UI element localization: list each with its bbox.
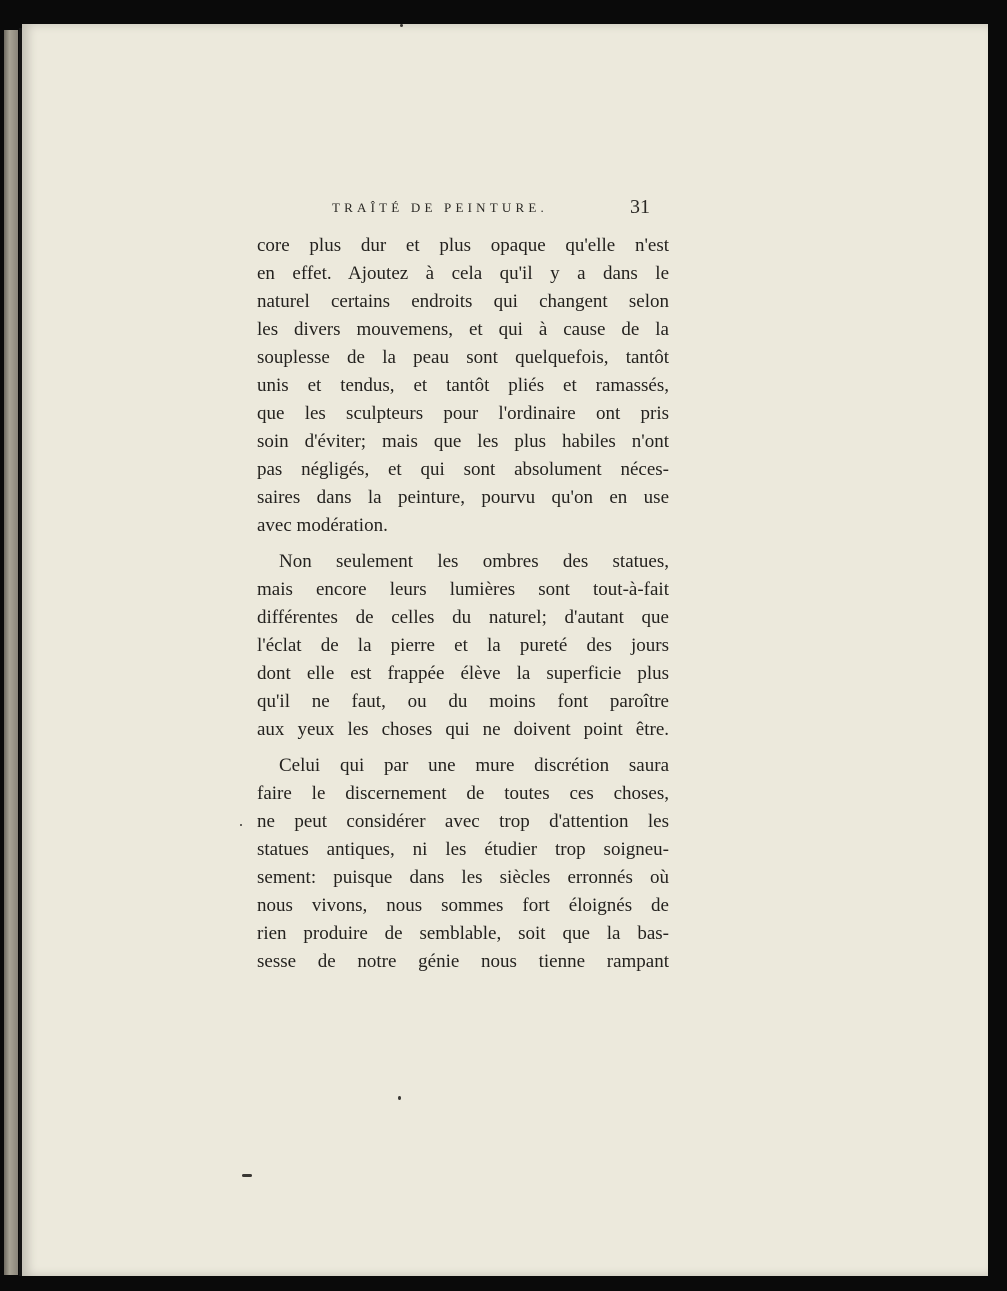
text-line: nous vivons, nous sommes fort éloignés de: [257, 895, 669, 916]
text-line: saires dans la peinture, pourvu qu'on en use: [257, 487, 669, 508]
text-line: en effet. Ajoutez à cela qu'il y a dans le: [257, 263, 669, 284]
text-line: l'éclat de la pierre et la pureté des jours: [257, 635, 669, 656]
paper-speck: [400, 24, 403, 27]
text-line: qu'il ne faut, ou du moins font paroître: [257, 691, 669, 712]
text-line: pas négligés, et qui sont absolument néces-: [257, 459, 669, 480]
text-line: faire le discernement de toutes ces choses,: [257, 783, 669, 804]
text-line: rien produire de semblable, soit que la bas-: [257, 923, 669, 944]
text-line: mais encore leurs lumières sont tout-à-fait: [257, 579, 669, 600]
body-text: [257, 232, 669, 976]
paragraph: [257, 752, 669, 976]
text-line: les divers mouvemens, et qui à cause de la: [257, 319, 669, 340]
paragraph: [257, 548, 669, 744]
text-line: souplesse de la peau sont quelquefois, tantôt: [257, 347, 669, 368]
text-line: unis et tendus, et tantôt pliés et ramassés,: [257, 375, 669, 396]
text-line: soin d'éviter; mais que les plus habiles n'ont: [257, 431, 669, 452]
paper-speck: [240, 824, 242, 826]
previous-page-edge: [4, 30, 18, 1275]
running-title: TRAÎTÉ DE PEINTURE.: [332, 200, 548, 215]
page-number: 31: [630, 196, 650, 218]
paragraph: [257, 232, 669, 540]
text-line: que les sculpteurs pour l'ordinaire ont pris: [257, 403, 669, 424]
running-head: [332, 198, 650, 220]
text-line: sesse de notre génie nous tienne rampant: [257, 951, 669, 972]
text-line: aux yeux les choses qui ne doivent point être.: [257, 719, 669, 740]
text-line: sement: puisque dans les siècles erronnés où: [257, 867, 669, 888]
text-line: dont elle est frappée élève la superficie plus: [257, 663, 669, 684]
text-line: différentes de celles du naturel; d'autant que: [257, 607, 669, 628]
paper-speck: [242, 1174, 252, 1177]
paper-speck: [398, 1096, 401, 1100]
text-line: naturel certains endroits qui changent selon: [257, 291, 669, 312]
text-line: avec modération.: [257, 515, 388, 536]
text-line: Non seulement les ombres des statues,: [279, 551, 669, 572]
text-line: ne peut considérer avec trop d'attention les: [257, 811, 669, 832]
text-line: Celui qui par une mure discrétion saura: [279, 755, 669, 776]
text-line: statues antiques, ni les étudier trop soigneu-: [257, 839, 669, 860]
text-line: core plus dur et plus opaque qu'elle n'est: [257, 235, 669, 256]
